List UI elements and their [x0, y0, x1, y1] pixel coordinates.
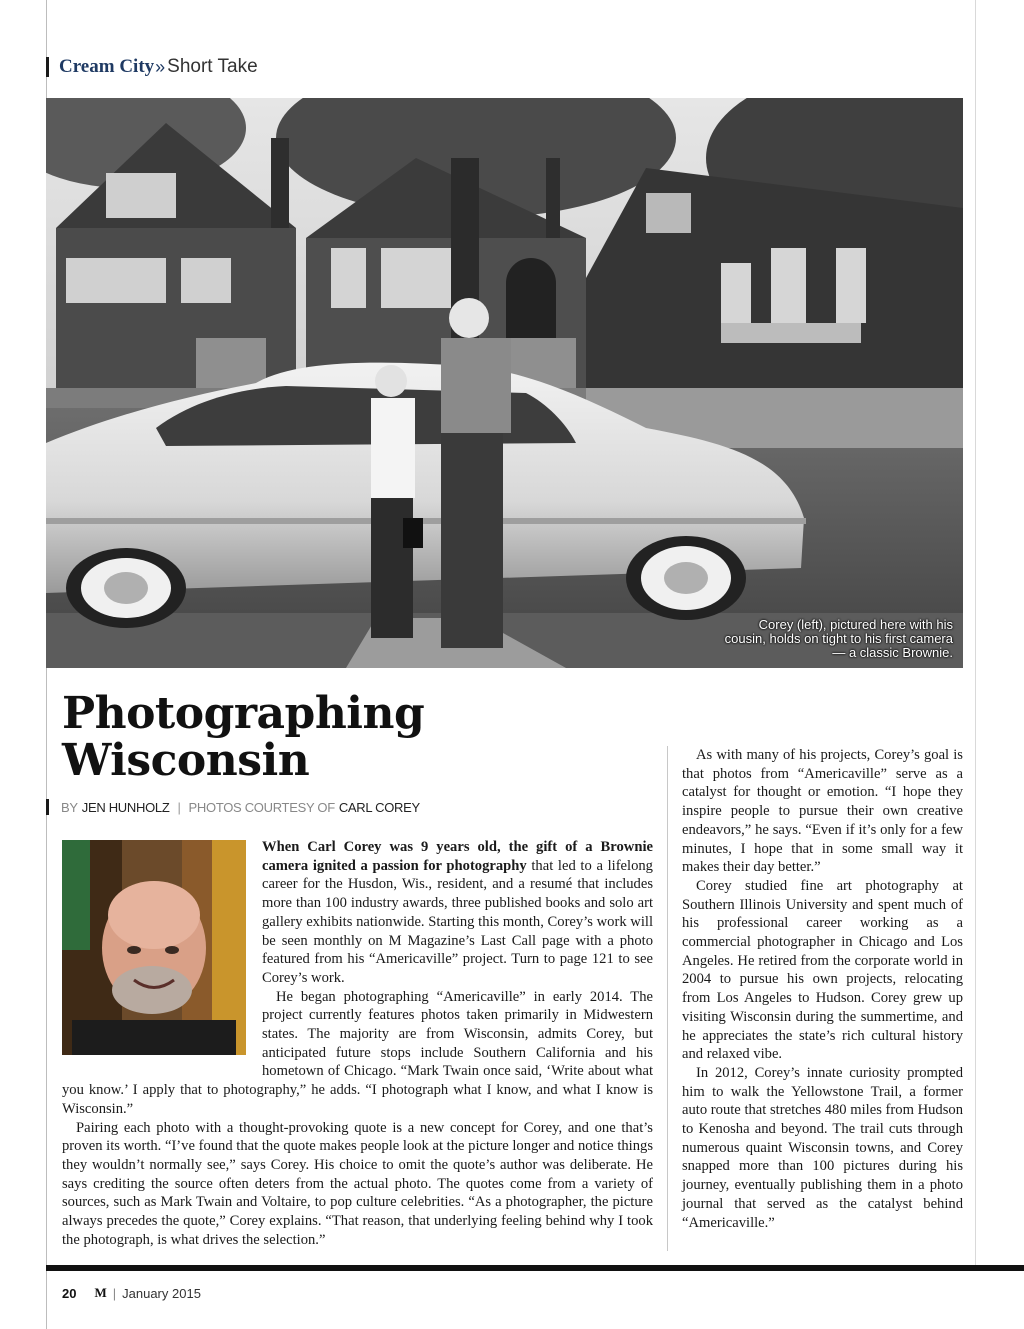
- section-marker-bar: [46, 57, 49, 77]
- column-divider: [667, 746, 668, 1251]
- section-subtitle: Short Take: [167, 56, 258, 77]
- portrait-wrap-space: [62, 838, 262, 1071]
- lead-text: that led to a lifelong career for the Husdon, Wis., resident, and a resumé that includes more than 100 industry awards, three published books and solo art gallery exhibits nationwide. Starting this month, Corey’s work will be seen monthly on M Magazine’s Last Call page with a photo featured from his “Americaville” project. Turn to page 121 to see Corey’s work.: [262, 857, 653, 986]
- byline-label: BY: [61, 799, 78, 815]
- section-name: Cream City: [59, 56, 155, 77]
- body-paragraph: Pairing each photo with a thought-provoking quote is a new concept for Corey, and one that’s proven its worth. “I’ve found that the quote makes people look at the picture longer and notice things they wouldn’t normally see,” says Corey. His choice to omit the quote’s author was deliberate. He says crediting the source often deters from the actual photo. The quotes come from a variety of sources, such as Mark Twain and Voltaire, to pop culture celebrities. “As a photographer, the picture always precedes the quote,” Corey explains. “That reason, that underlying feeling behind why I took the photograph, is what drives the selection.”: [62, 1119, 653, 1248]
- hero-photo: [46, 98, 963, 668]
- byline: [46, 798, 420, 816]
- page-footer: [62, 1284, 201, 1302]
- byline-separator: |: [177, 799, 181, 815]
- section-header: [46, 55, 258, 79]
- chevron-right-icon: »: [155, 56, 166, 77]
- article-column-left: [62, 838, 653, 1249]
- byline-marker-bar: [46, 799, 49, 815]
- lead-in-bold: When Carl Corey was 9 years old, the gift of a Brownie camera ignited a passion for photography: [262, 839, 653, 874]
- photos-credit-label: PHOTOS COURTESY OF: [188, 799, 335, 815]
- article-column-right: [682, 746, 963, 1232]
- issue-date: January 2015: [122, 1285, 201, 1301]
- page-number: 20: [62, 1285, 77, 1301]
- footer-rule: [46, 1265, 1024, 1271]
- body-paragraph: In 2012, Corey’s innate curiosity prompted him to walk the Yellowstone Trail, a former auto route that stretches 480 miles from Hudson to Kenosha and beyond. The trail cuts through numerous quaint Wisconsin towns, and Corey snapped more than 100 pictures during his journey, eventually publishing them in a photo journal that served as the catalyst behind “Americaville.”: [682, 1064, 963, 1231]
- footer-separator: |: [112, 1285, 117, 1301]
- body-paragraph: He began photographing “Americaville” in early 2014. The project currently features photos taken primarily in Midwestern states. The majority are from Wisconsin, admits Corey, but anticipated future stops include Southern California and his hometown of Chicago. “Mark Twain once said, ‘Write about what you know.’ I apply that to photography,” he adds. “I photograph what I know, and what I know is Wisconsin.”: [62, 988, 653, 1117]
- author-name: JEN HUNHOLZ: [81, 799, 170, 815]
- right-margin-rule: [975, 0, 976, 1265]
- body-paragraph: As with many of his projects, Corey’s goal is that photos from “Americaville” serve as a catalyst for thought or emotion. “I hope they inspire people to pursue their own creative endeavors,” he says. “Even if it’s only for a few minutes, I hope that in some small way it makes their day better.”: [682, 747, 963, 876]
- body-paragraph: Corey studied fine art photography at Southern Illinois University and spent much of his professional career working as a commercial photographer in Chicago and Los Angeles. He retired from the corporate world in 2004 to pursue his own projects, relocating from Los Angeles to Hudson. Corey grew up visiting Wisconsin during the summertime, and he appreciates the state’s rich cultural history and relaxed vibe.: [682, 877, 963, 1063]
- photographer-name: CARL COREY: [338, 799, 420, 815]
- article-headline: Photographing Wisconsin: [62, 688, 425, 786]
- magazine-logo: M: [94, 1285, 107, 1300]
- photo-caption: Corey (left), pictured here with his cousin, holds on tight to his first camera — a classic Brownie.: [724, 617, 953, 660]
- vintage-street-photo: [46, 98, 963, 668]
